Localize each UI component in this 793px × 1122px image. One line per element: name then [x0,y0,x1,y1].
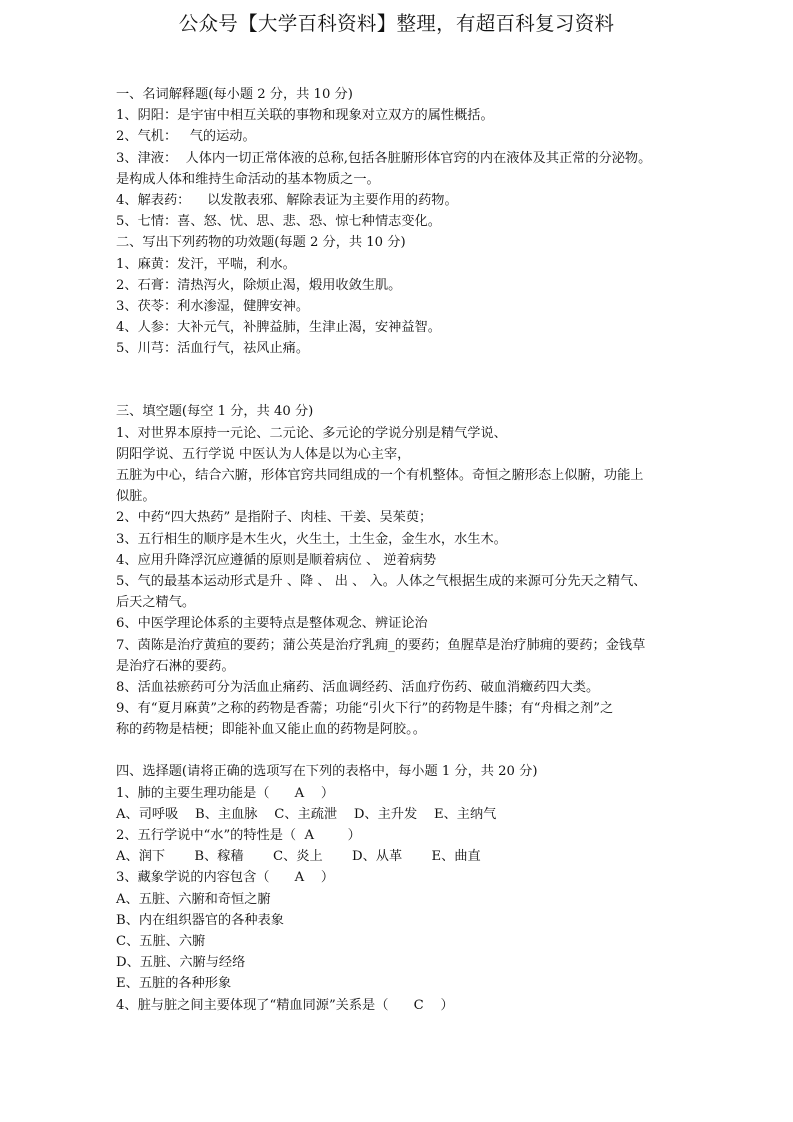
section-heading-1: 一、名词解释题(每小题 2 分，共 10 分) [116,87,353,102]
section-heading-4: 四、选择题(请将正确的选项写在下列的表格中，每小题 1 分，共 20 分) [116,764,538,780]
fill-blank-item: 阴阳学说、五行学说 中医认为人体是以为心主宰， [116,446,411,462]
herb-effect-item: 4、人参：大补元气，补脾益肺，生津止渴，安神益智。 [116,320,441,336]
herb-effect-item: 3、茯苓：利水渗湿，健脾安神。 [116,298,310,314]
herb-effect-item: 5、川芎：活血行气，祛风止痛。 [116,341,310,357]
fill-blank-item: 1、对世界本原持一元论、二元论、多元论的学说分别是精气学说、 [116,425,507,441]
definition-item: 3、津液： 人体内一切正常体液的总称,包括各脏腑形体官窍的内在液体及其正常的分泌物。 [116,150,652,166]
choice-option: D、五脏、六腑与经络 [116,955,246,971]
choice-options: A、司呼吸 B、主血脉 C、主疏泄 D、主升发 E、主纳气 [116,806,497,822]
fill-blank-item: 五脏为中心，结合六腑，形体官窍共同组成的一个有机整体。奇恒之腑形态上似腑，功能上 [116,468,644,483]
herb-effect-item: 2、石膏：清热泻火，除烦止渴，煅用收敛生肌。 [116,277,402,293]
choice-option: E、五脏的各种形象 [116,976,232,992]
fill-blank-item: 似脏。 [116,489,156,505]
document-body [116,84,696,1016]
page-header: 公众号【大学百科资料】整理，有超百科复习资料 [178,12,615,35]
herb-effect-item: 1、麻黄：发汗，平喘，利水。 [116,256,296,272]
definition-item: 2、气机： 气的运动。 [116,129,256,145]
fill-blank-item: 8、活血祛瘀药可分为活血止痛药、活血调经药、活血疗伤药、破血消癥药四大类。 [116,679,600,695]
fill-blank-item: 4、应用升降浮沉应遵循的原则是顺着病位 、 逆着病势 [116,552,437,568]
fill-blank-item: 后天之精气。 [116,595,196,611]
spacer [116,359,696,401]
fill-blank-item: 是治疗石淋的要药。 [116,658,235,674]
fill-blank-item: 7、茵陈是治疗黄疸的要药；蒲公英是治疗乳痈_的要药；鱼腥草是治疗肺痈的要药；金钱草 [116,637,646,653]
fill-blank-item: 9、有“夏月麻黄”之称的药物是香薷；功能“引火下行”的药物是牛膝；有“舟楫之剂”之 [116,701,614,717]
choice-options: A、润下 B、稼穑 C、炎上 D、从革 E、曲直 [116,849,481,865]
choice-question: 2、五行学说中“水”的特性是（ A ） [116,828,361,843]
fill-blank-item: 6、中医学理论体系的主要特点是整体观念、辨证论治 [116,616,428,632]
section-heading-2: 二、写出下列药物的功效题(每题 2 分，共 10 分) [116,235,406,251]
section-heading-3: 三、填空题(每空 1 分，共 40 分) [116,404,314,420]
definition-item: 1、阴阳：是宇宙中相互关联的事物和现象对立双方的属性概括。 [116,108,494,124]
fill-blank-item: 3、五行相生的顺序是木生火，火生土，土生金，金生水，水生木。 [116,531,507,547]
definition-item-continued: 是构成人体和维持生命活动的基本物质之一。 [116,171,380,187]
choice-option: A、五脏、六腑和奇恒之腑 [116,891,271,907]
choice-option: B、内在组织器官的各种表象 [116,912,284,928]
fill-blank-item: 称的药物是桔梗；即能补血又能止血的药物是阿胶。。 [116,722,426,738]
fill-blank-item: 2、中药“四大热药” 是指附子、肉桂、干姜、吴茱萸； [116,510,433,526]
choice-question: 4、脏与脏之间主要体现了“精血同源”关系是（ C ） [116,997,454,1013]
choice-question: 3、藏象学说的内容包含（ A ） [116,870,335,886]
choice-option: C、五脏、六腑 [116,933,206,949]
choice-question: 1、肺的主要生理功能是（ A ） [116,785,335,801]
fill-blank-item: 5、气的最基本运动形式是升 、降 、 出 、 入。人体之气根据生成的来源可分先天之精气、 [116,573,647,589]
definition-item: 5、七情：喜、怒、忧、思、悲、恐、惊七种情志变化。 [116,214,441,230]
definition-item: 4、解表药： 以发散表邪、解除表证为主要作用的药物。 [116,192,458,208]
spacer [116,740,696,761]
